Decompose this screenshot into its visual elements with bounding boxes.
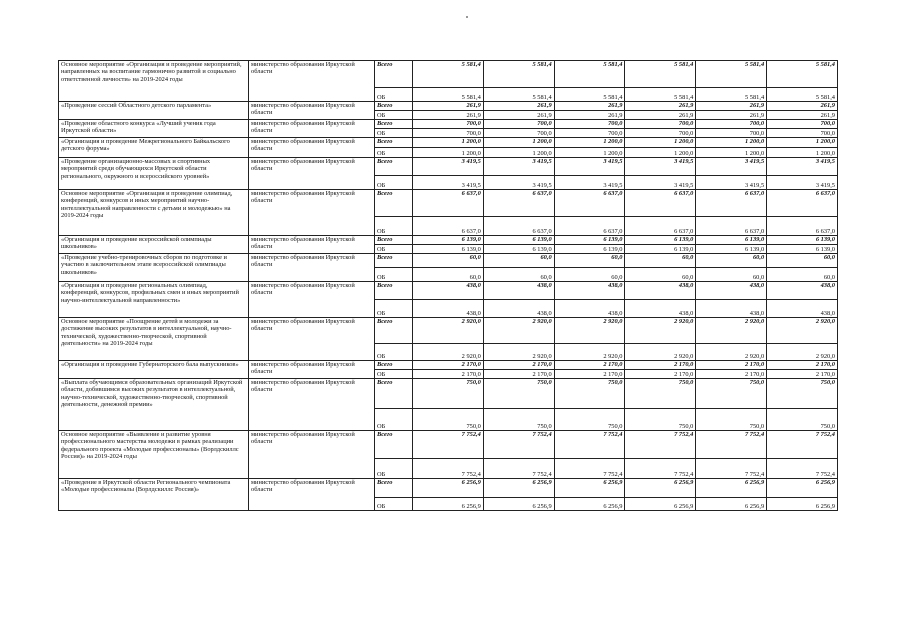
amount-ob-cell: 3 419,5 (483, 176, 554, 190)
budget-table-body (59, 61, 838, 511)
amount-total-cell: 1 200,0 (413, 138, 484, 148)
amount-total-cell: 700,0 (625, 120, 696, 129)
amount-ob-cell: 2 170,0 (483, 370, 554, 379)
activity-name: «Выплата обучающимся образовательных организаций Иркутской области, добившимся высоких результатов в интеллектуальной, научно-технической, художественно-творческой, спортивной деятельности, денежной премии» (59, 379, 249, 431)
amount-total-cell: 7 752,4 (483, 431, 554, 459)
responsible-organization: министерство образования Иркутской области (249, 61, 375, 102)
amount-total-cell: 438,0 (413, 282, 484, 300)
table-row (59, 138, 838, 148)
amount-total-cell: 750,0 (554, 379, 625, 409)
amount-ob-cell: 6 139,0 (696, 245, 767, 254)
amount-ob-cell: 261,9 (625, 111, 696, 120)
amount-ob-cell: 438,0 (767, 300, 838, 318)
amount-total-cell: 2 920,0 (767, 318, 838, 344)
amount-total-cell: 6 139,0 (767, 236, 838, 245)
funding-source-ob: ОБ (375, 176, 413, 190)
amount-total-cell: 6 637,0 (483, 190, 554, 217)
activity-name: «Организация и проведение региональных олимпиад, конференций, конкурсов, профильных смен и иных мероприятий научно-интеллектуальной направленности» (59, 282, 249, 318)
responsible-organization: министерство образования Иркутской области (249, 379, 375, 431)
amount-total-cell: 1 200,0 (483, 138, 554, 148)
amount-ob-cell: 6 256,9 (483, 498, 554, 511)
amount-ob-cell: 2 920,0 (413, 344, 484, 361)
amount-ob-cell: 7 752,4 (483, 459, 554, 479)
funding-source-total: Всего (375, 479, 413, 498)
amount-ob-cell: 2 920,0 (554, 344, 625, 361)
amount-total-cell: 7 752,4 (554, 431, 625, 459)
amount-ob-cell: 438,0 (413, 300, 484, 318)
amount-total-cell: 2 920,0 (554, 318, 625, 344)
table-row (59, 379, 838, 409)
amount-total-cell: 6 637,0 (767, 190, 838, 217)
amount-total-cell: 3 419,5 (413, 158, 484, 176)
amount-total-cell: 261,9 (483, 102, 554, 111)
amount-ob-cell: 3 419,5 (413, 176, 484, 190)
funding-source-total: Всего (375, 282, 413, 300)
amount-total-cell: 6 139,0 (554, 236, 625, 245)
activity-name: «Организация и проведение всероссийской олимпиады школьников» (59, 236, 249, 254)
amount-total-cell: 2 170,0 (767, 361, 838, 370)
amount-ob-cell: 3 419,5 (767, 176, 838, 190)
amount-total-cell: 2 920,0 (413, 318, 484, 344)
table-row (59, 120, 838, 129)
amount-total-cell: 2 920,0 (483, 318, 554, 344)
responsible-organization: министерство образования Иркутской области (249, 138, 375, 158)
amount-ob-cell: 438,0 (483, 300, 554, 318)
amount-ob-cell: 700,0 (413, 129, 484, 138)
amount-ob-cell: 438,0 (554, 300, 625, 318)
amount-ob-cell: 60,0 (483, 268, 554, 282)
funding-source-total: Всего (375, 254, 413, 268)
amount-total-cell: 1 200,0 (767, 138, 838, 148)
amount-total-cell: 7 752,4 (413, 431, 484, 459)
amount-total-cell: 6 256,9 (413, 479, 484, 498)
amount-ob-cell: 438,0 (696, 300, 767, 318)
amount-total-cell: 5 581,4 (554, 61, 625, 88)
amount-total-cell: 750,0 (625, 379, 696, 409)
amount-total-cell: 750,0 (696, 379, 767, 409)
funding-source-ob: ОБ (375, 129, 413, 138)
amount-total-cell: 438,0 (767, 282, 838, 300)
amount-ob-cell: 6 256,9 (554, 498, 625, 511)
amount-ob-cell: 3 419,5 (625, 176, 696, 190)
amount-ob-cell: 60,0 (767, 268, 838, 282)
amount-total-cell: 60,0 (554, 254, 625, 268)
funding-source-total: Всего (375, 120, 413, 129)
table-row (59, 254, 838, 268)
amount-total-cell: 6 256,9 (767, 479, 838, 498)
amount-ob-cell: 6 637,0 (554, 217, 625, 236)
amount-ob-cell: 261,9 (413, 111, 484, 120)
amount-ob-cell: 1 200,0 (413, 148, 484, 158)
responsible-organization: министерство образования Иркутской области (249, 120, 375, 138)
amount-ob-cell: 6 637,0 (696, 217, 767, 236)
responsible-organization: министерство образования Иркутской области (249, 158, 375, 190)
amount-total-cell: 438,0 (625, 282, 696, 300)
amount-ob-cell: 7 752,4 (413, 459, 484, 479)
amount-total-cell: 7 752,4 (696, 431, 767, 459)
amount-total-cell: 1 200,0 (625, 138, 696, 148)
table-row (59, 190, 838, 217)
amount-ob-cell: 7 752,4 (554, 459, 625, 479)
amount-ob-cell: 7 752,4 (696, 459, 767, 479)
amount-ob-cell: 261,9 (483, 111, 554, 120)
amount-ob-cell: 2 170,0 (767, 370, 838, 379)
amount-ob-cell: 6 139,0 (554, 245, 625, 254)
amount-total-cell: 261,9 (554, 102, 625, 111)
amount-total-cell: 60,0 (483, 254, 554, 268)
table-row (59, 431, 838, 459)
funding-source-total: Всего (375, 379, 413, 409)
amount-total-cell: 3 419,5 (767, 158, 838, 176)
amount-total-cell: 438,0 (696, 282, 767, 300)
funding-source-total: Всего (375, 102, 413, 111)
amount-total-cell: 700,0 (554, 120, 625, 129)
amount-ob-cell: 750,0 (413, 409, 484, 431)
amount-total-cell: 2 170,0 (696, 361, 767, 370)
responsible-organization: министерство образования Иркутской области (249, 236, 375, 254)
budget-table (58, 60, 838, 511)
funding-source-ob: ОБ (375, 344, 413, 361)
amount-ob-cell: 1 200,0 (483, 148, 554, 158)
amount-total-cell: 6 139,0 (696, 236, 767, 245)
activity-name: «Организация и проведение Губернаторского бала выпускников» (59, 361, 249, 379)
amount-ob-cell: 261,9 (554, 111, 625, 120)
amount-total-cell: 3 419,5 (554, 158, 625, 176)
amount-ob-cell: 261,9 (767, 111, 838, 120)
amount-total-cell: 3 419,5 (696, 158, 767, 176)
amount-ob-cell: 3 419,5 (696, 176, 767, 190)
funding-source-ob: ОБ (375, 217, 413, 236)
table-row (59, 158, 838, 176)
amount-ob-cell: 261,9 (696, 111, 767, 120)
amount-total-cell: 438,0 (554, 282, 625, 300)
funding-source-total: Всего (375, 190, 413, 217)
funding-source-ob: ОБ (375, 245, 413, 254)
funding-source-ob: ОБ (375, 111, 413, 120)
activity-name: Основное мероприятие «Поощрение детей и молодежи за достижение высоких результатов в интеллектуальной, научно-технической, художественно-творческой, спортивной деятельности» на 2019-2024 годы (59, 318, 249, 361)
amount-ob-cell: 5 581,4 (625, 88, 696, 102)
funding-source-ob: ОБ (375, 88, 413, 102)
amount-ob-cell: 6 637,0 (767, 217, 838, 236)
amount-ob-cell: 6 256,9 (625, 498, 696, 511)
amount-ob-cell: 6 139,0 (625, 245, 696, 254)
amount-total-cell: 6 256,9 (554, 479, 625, 498)
table-row (59, 236, 838, 245)
amount-total-cell: 6 256,9 (625, 479, 696, 498)
funding-source-total: Всего (375, 361, 413, 370)
amount-total-cell: 1 200,0 (696, 138, 767, 148)
amount-ob-cell: 750,0 (483, 409, 554, 431)
funding-source-total: Всего (375, 61, 413, 88)
amount-total-cell: 5 581,4 (625, 61, 696, 88)
amount-total-cell: 2 170,0 (554, 361, 625, 370)
amount-ob-cell: 700,0 (696, 129, 767, 138)
amount-total-cell: 6 139,0 (483, 236, 554, 245)
amount-total-cell: 6 637,0 (554, 190, 625, 217)
amount-total-cell: 60,0 (625, 254, 696, 268)
amount-ob-cell: 700,0 (625, 129, 696, 138)
amount-total-cell: 3 419,5 (483, 158, 554, 176)
amount-total-cell: 7 752,4 (625, 431, 696, 459)
amount-ob-cell: 5 581,4 (413, 88, 484, 102)
amount-total-cell: 438,0 (483, 282, 554, 300)
amount-ob-cell: 1 200,0 (767, 148, 838, 158)
amount-ob-cell: 5 581,4 (554, 88, 625, 102)
responsible-organization: министерство образования Иркутской области (249, 190, 375, 236)
amount-total-cell: 2 170,0 (483, 361, 554, 370)
amount-total-cell: 60,0 (696, 254, 767, 268)
amount-total-cell: 6 139,0 (625, 236, 696, 245)
activity-name: Основное мероприятие «Организация и проведение олимпиад, конференций, конкурсов и иных мероприятий научно-интеллектуальной направленности с детьми и молодежью» на 2019-2024 годы (59, 190, 249, 236)
amount-ob-cell: 6 256,9 (767, 498, 838, 511)
responsible-organization: министерство образования Иркутской области (249, 282, 375, 318)
amount-ob-cell: 2 920,0 (767, 344, 838, 361)
amount-ob-cell: 750,0 (696, 409, 767, 431)
amount-ob-cell: 700,0 (554, 129, 625, 138)
amount-ob-cell: 2 920,0 (483, 344, 554, 361)
amount-total-cell: 6 637,0 (625, 190, 696, 217)
responsible-organization: министерство образования Иркутской области (249, 102, 375, 120)
amount-ob-cell: 700,0 (767, 129, 838, 138)
amount-total-cell: 6 256,9 (696, 479, 767, 498)
table-row (59, 102, 838, 111)
amount-total-cell: 5 581,4 (483, 61, 554, 88)
amount-ob-cell: 1 200,0 (554, 148, 625, 158)
funding-source-ob: ОБ (375, 409, 413, 431)
amount-ob-cell: 6 256,9 (413, 498, 484, 511)
amount-total-cell: 750,0 (767, 379, 838, 409)
amount-total-cell: 3 419,5 (625, 158, 696, 176)
amount-ob-cell: 6 139,0 (483, 245, 554, 254)
amount-total-cell: 1 200,0 (554, 138, 625, 148)
amount-ob-cell: 3 419,5 (554, 176, 625, 190)
activity-name: «Проведение сессий Областного детского парламента» (59, 102, 249, 120)
funding-source-ob: ОБ (375, 459, 413, 479)
responsible-organization: министерство образования Иркутской области (249, 431, 375, 479)
amount-ob-cell: 60,0 (696, 268, 767, 282)
amount-ob-cell: 750,0 (625, 409, 696, 431)
amount-ob-cell: 1 200,0 (696, 148, 767, 158)
responsible-organization: министерство образования Иркутской области (249, 479, 375, 511)
amount-total-cell: 700,0 (696, 120, 767, 129)
amount-ob-cell: 5 581,4 (483, 88, 554, 102)
amount-ob-cell: 438,0 (625, 300, 696, 318)
amount-total-cell: 7 752,4 (767, 431, 838, 459)
funding-source-total: Всего (375, 236, 413, 245)
amount-total-cell: 2 170,0 (625, 361, 696, 370)
amount-ob-cell: 2 170,0 (413, 370, 484, 379)
amount-total-cell: 261,9 (413, 102, 484, 111)
amount-ob-cell: 60,0 (625, 268, 696, 282)
amount-ob-cell: 60,0 (554, 268, 625, 282)
amount-total-cell: 700,0 (483, 120, 554, 129)
responsible-organization: министерство образования Иркутской области (249, 361, 375, 379)
activity-name: «Проведение в Иркутской области Регионального чемпионата «Молодые профессионалы (Ворлдскиллс Россия)» (59, 479, 249, 511)
amount-total-cell: 261,9 (625, 102, 696, 111)
amount-total-cell: 750,0 (483, 379, 554, 409)
amount-ob-cell: 60,0 (413, 268, 484, 282)
amount-total-cell: 60,0 (413, 254, 484, 268)
amount-ob-cell: 750,0 (767, 409, 838, 431)
amount-ob-cell: 2 920,0 (625, 344, 696, 361)
amount-total-cell: 261,9 (767, 102, 838, 111)
amount-ob-cell: 2 170,0 (554, 370, 625, 379)
amount-total-cell: 6 139,0 (413, 236, 484, 245)
funding-source-total: Всего (375, 138, 413, 148)
amount-ob-cell: 6 637,0 (413, 217, 484, 236)
activity-name: «Проведение организационно-массовых и спортивных мероприятий среди обучающихся Иркутской области регионального, окружного и всероссийского уровней» (59, 158, 249, 190)
amount-total-cell: 5 581,4 (413, 61, 484, 88)
activity-name: «Проведение учебно-тренировочных сборов по подготовке и участию в заключительном этапе всероссийской олимпиады школьников» (59, 254, 249, 282)
activity-name: Основное мероприятие «Выявление и развитие уровня профессионального мастерства молодежи в рамках реализации федерального проекта «Молодые профессионалы» (Ворлдскиллс Россия)» на 2019-2024 годы (59, 431, 249, 479)
amount-ob-cell: 2 920,0 (696, 344, 767, 361)
amount-total-cell: 750,0 (413, 379, 484, 409)
responsible-organization: министерство образования Иркутской области (249, 318, 375, 361)
amount-ob-cell: 6 637,0 (625, 217, 696, 236)
amount-ob-cell: 700,0 (483, 129, 554, 138)
amount-total-cell: 5 581,4 (767, 61, 838, 88)
activity-name: «Организация и проведение Межрегионального Байкальского детского форума» (59, 138, 249, 158)
amount-ob-cell: 2 170,0 (625, 370, 696, 379)
amount-ob-cell: 5 581,4 (696, 88, 767, 102)
amount-total-cell: 700,0 (413, 120, 484, 129)
amount-total-cell: 261,9 (696, 102, 767, 111)
table-row (59, 61, 838, 88)
amount-ob-cell: 6 139,0 (767, 245, 838, 254)
funding-source-total: Всего (375, 318, 413, 344)
funding-source-total: Всего (375, 158, 413, 176)
amount-total-cell: 2 920,0 (625, 318, 696, 344)
funding-source-total: Всего (375, 431, 413, 459)
amount-ob-cell: 2 170,0 (696, 370, 767, 379)
table-row (59, 282, 838, 300)
amount-ob-cell: 750,0 (554, 409, 625, 431)
amount-ob-cell: 6 637,0 (483, 217, 554, 236)
amount-total-cell: 700,0 (767, 120, 838, 129)
funding-source-ob: ОБ (375, 268, 413, 282)
amount-total-cell: 5 581,4 (696, 61, 767, 88)
amount-ob-cell: 7 752,4 (625, 459, 696, 479)
amount-total-cell: 2 170,0 (413, 361, 484, 370)
responsible-organization: министерство образования Иркутской области (249, 254, 375, 282)
activity-name: «Проведение областного конкурса «Лучший ученик года Иркутской области» (59, 120, 249, 138)
amount-ob-cell: 7 752,4 (767, 459, 838, 479)
scan-mark (466, 16, 468, 18)
funding-source-ob: ОБ (375, 148, 413, 158)
table-row (59, 479, 838, 498)
amount-ob-cell: 5 581,4 (767, 88, 838, 102)
table-row (59, 318, 838, 344)
amount-total-cell: 6 256,9 (483, 479, 554, 498)
amount-total-cell: 60,0 (767, 254, 838, 268)
funding-source-ob: ОБ (375, 498, 413, 511)
amount-ob-cell: 6 256,9 (696, 498, 767, 511)
table-row (59, 361, 838, 370)
amount-total-cell: 6 637,0 (696, 190, 767, 217)
amount-total-cell: 6 637,0 (413, 190, 484, 217)
activity-name: Основное мероприятие «Организация и проведение мероприятий, направленных на воспитание гармонично развитой и социально ответственной личности» на 2019-2024 годы (59, 61, 249, 102)
amount-total-cell: 2 920,0 (696, 318, 767, 344)
funding-source-ob: ОБ (375, 300, 413, 318)
amount-ob-cell: 6 139,0 (413, 245, 484, 254)
funding-source-ob: ОБ (375, 370, 413, 379)
amount-ob-cell: 1 200,0 (625, 148, 696, 158)
